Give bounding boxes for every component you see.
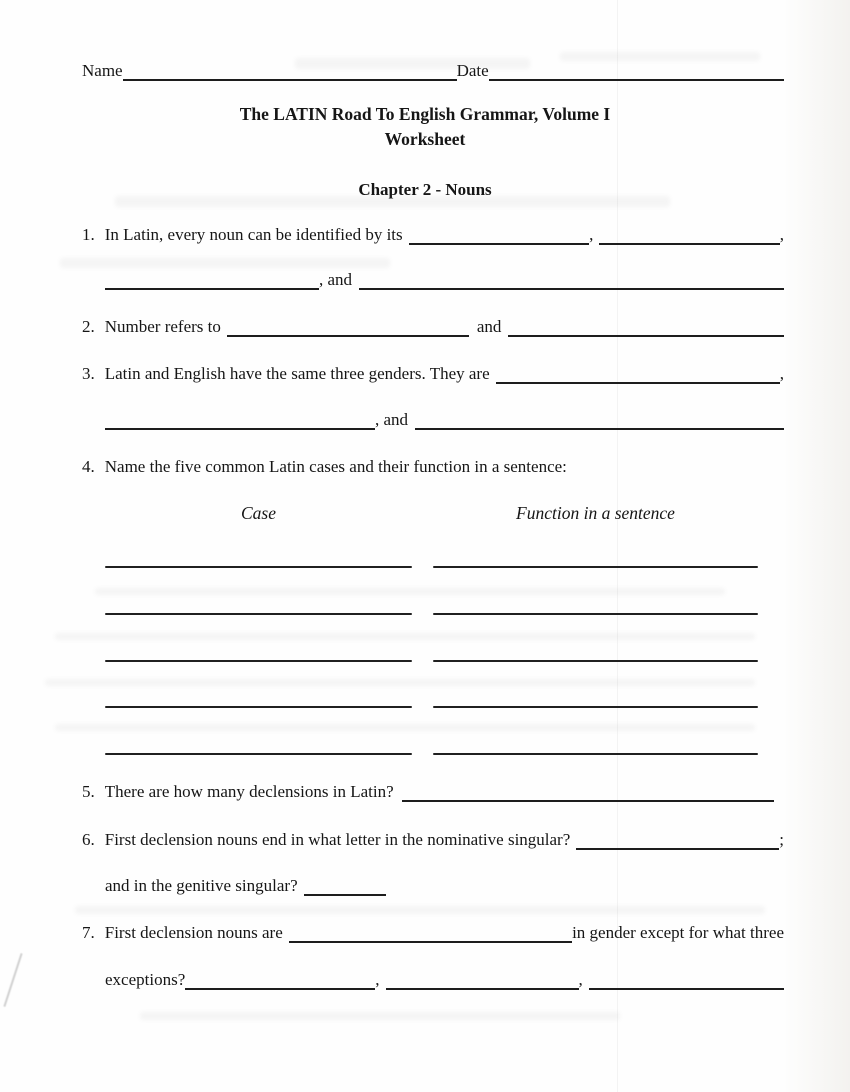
question-3-number: 3. xyxy=(82,364,95,383)
q1-comma-1: , xyxy=(589,225,594,244)
question-6-number: 6. xyxy=(82,830,95,849)
worksheet-title-line2: Worksheet xyxy=(384,129,466,149)
name-label: Name xyxy=(82,61,123,80)
q1-comma-2: , xyxy=(779,225,785,244)
scan-artifact xyxy=(55,724,755,731)
q6-blank-1 xyxy=(576,831,779,850)
q6-blank-2 xyxy=(304,877,386,896)
q3-blank-1 xyxy=(496,365,780,384)
function-answer-line xyxy=(433,660,758,662)
q2-blank-1 xyxy=(227,318,469,337)
q7-blank-2 xyxy=(185,971,375,990)
question-5-line xyxy=(82,781,784,802)
q1-blank-2 xyxy=(599,226,779,245)
q3-comma-1: , xyxy=(779,364,784,383)
scan-scratch-mark xyxy=(3,953,22,1007)
question-3-line-2 xyxy=(105,409,784,430)
scan-artifact xyxy=(75,906,765,914)
case-column-header: Case xyxy=(241,503,276,523)
question-4-text: Name the five common Latin cases and their function in a sentence: xyxy=(104,457,567,476)
name-date-row xyxy=(82,60,784,81)
scan-artifact xyxy=(140,1012,620,1020)
scan-artifact xyxy=(60,258,390,268)
question-1-line-1 xyxy=(82,224,784,245)
question-6-text: First declension nouns end in what letter in the nominative singular? xyxy=(104,830,571,849)
question-3-line-1 xyxy=(82,363,784,384)
q3-blank-3 xyxy=(415,411,784,430)
q7-blank-1 xyxy=(289,924,572,943)
table-row xyxy=(105,613,758,615)
chapter-heading: Chapter 2 - Nouns xyxy=(358,180,492,199)
question-2-line xyxy=(82,316,784,337)
question-6-line-2 xyxy=(105,875,784,896)
question-5-number: 5. xyxy=(82,782,95,801)
q1-blank-4 xyxy=(359,271,784,290)
function-column-header: Function in a sentence xyxy=(516,503,675,523)
scan-artifact xyxy=(55,633,755,640)
question-2-text: Number refers to xyxy=(104,317,221,336)
question-5-text: There are how many declensions in Latin? xyxy=(104,782,394,801)
function-answer-line xyxy=(433,706,758,708)
date-label: Date xyxy=(456,61,489,80)
question-1-number: 1. xyxy=(82,225,95,244)
question-7-line-1 xyxy=(82,922,784,943)
q3-connector: , and xyxy=(375,410,409,429)
question-1-text: In Latin, every noun can be identified by its xyxy=(104,225,403,244)
question-7-line2-text: exceptions? xyxy=(105,970,186,989)
case-answer-line xyxy=(105,706,412,708)
table-row xyxy=(105,566,758,568)
case-answer-line xyxy=(105,753,412,755)
q6-semicolon: ; xyxy=(779,830,784,849)
table-row xyxy=(105,753,758,755)
question-7-number: 7. xyxy=(82,923,95,942)
q1-blank-1 xyxy=(409,226,589,245)
q7-comma-2: , xyxy=(578,970,583,989)
question-2-number: 2. xyxy=(82,317,95,336)
case-answer-line xyxy=(105,566,412,568)
q1-connector: , and xyxy=(319,270,353,289)
case-function-table-headers xyxy=(105,503,758,524)
function-answer-line xyxy=(433,753,758,755)
worksheet-title-line1: The LATIN Road To English Grammar, Volume I xyxy=(239,104,611,124)
case-answer-line xyxy=(105,660,412,662)
case-answer-line xyxy=(105,613,412,615)
q7-blank-4 xyxy=(589,971,784,990)
question-7-tail: in gender except for what three xyxy=(572,923,784,942)
table-row xyxy=(105,660,758,662)
q7-blank-3 xyxy=(386,971,579,990)
function-answer-line xyxy=(433,566,758,568)
question-7-line-2 xyxy=(105,969,784,990)
question-4-number: 4. xyxy=(82,457,95,476)
question-6-line-1 xyxy=(82,829,784,850)
q2-blank-2 xyxy=(508,318,784,337)
q5-blank xyxy=(402,783,774,802)
scan-artifact xyxy=(95,588,725,595)
q1-blank-3 xyxy=(105,271,319,290)
question-4-line xyxy=(82,456,784,477)
q3-blank-2 xyxy=(105,411,375,430)
q2-connector: and xyxy=(476,317,502,336)
function-answer-line xyxy=(433,613,758,615)
worksheet-title xyxy=(0,102,850,152)
question-3-text: Latin and English have the same three genders. They are xyxy=(104,364,490,383)
question-7-text: First declension nouns are xyxy=(104,923,283,942)
question-6-line2-text: and in the genitive singular? xyxy=(105,876,298,895)
name-answer-blank xyxy=(123,62,457,81)
table-row xyxy=(105,706,758,708)
date-answer-blank xyxy=(489,62,784,81)
q7-comma-1: , xyxy=(375,970,380,989)
question-1-line-2 xyxy=(105,269,784,290)
scan-artifact xyxy=(45,679,755,686)
